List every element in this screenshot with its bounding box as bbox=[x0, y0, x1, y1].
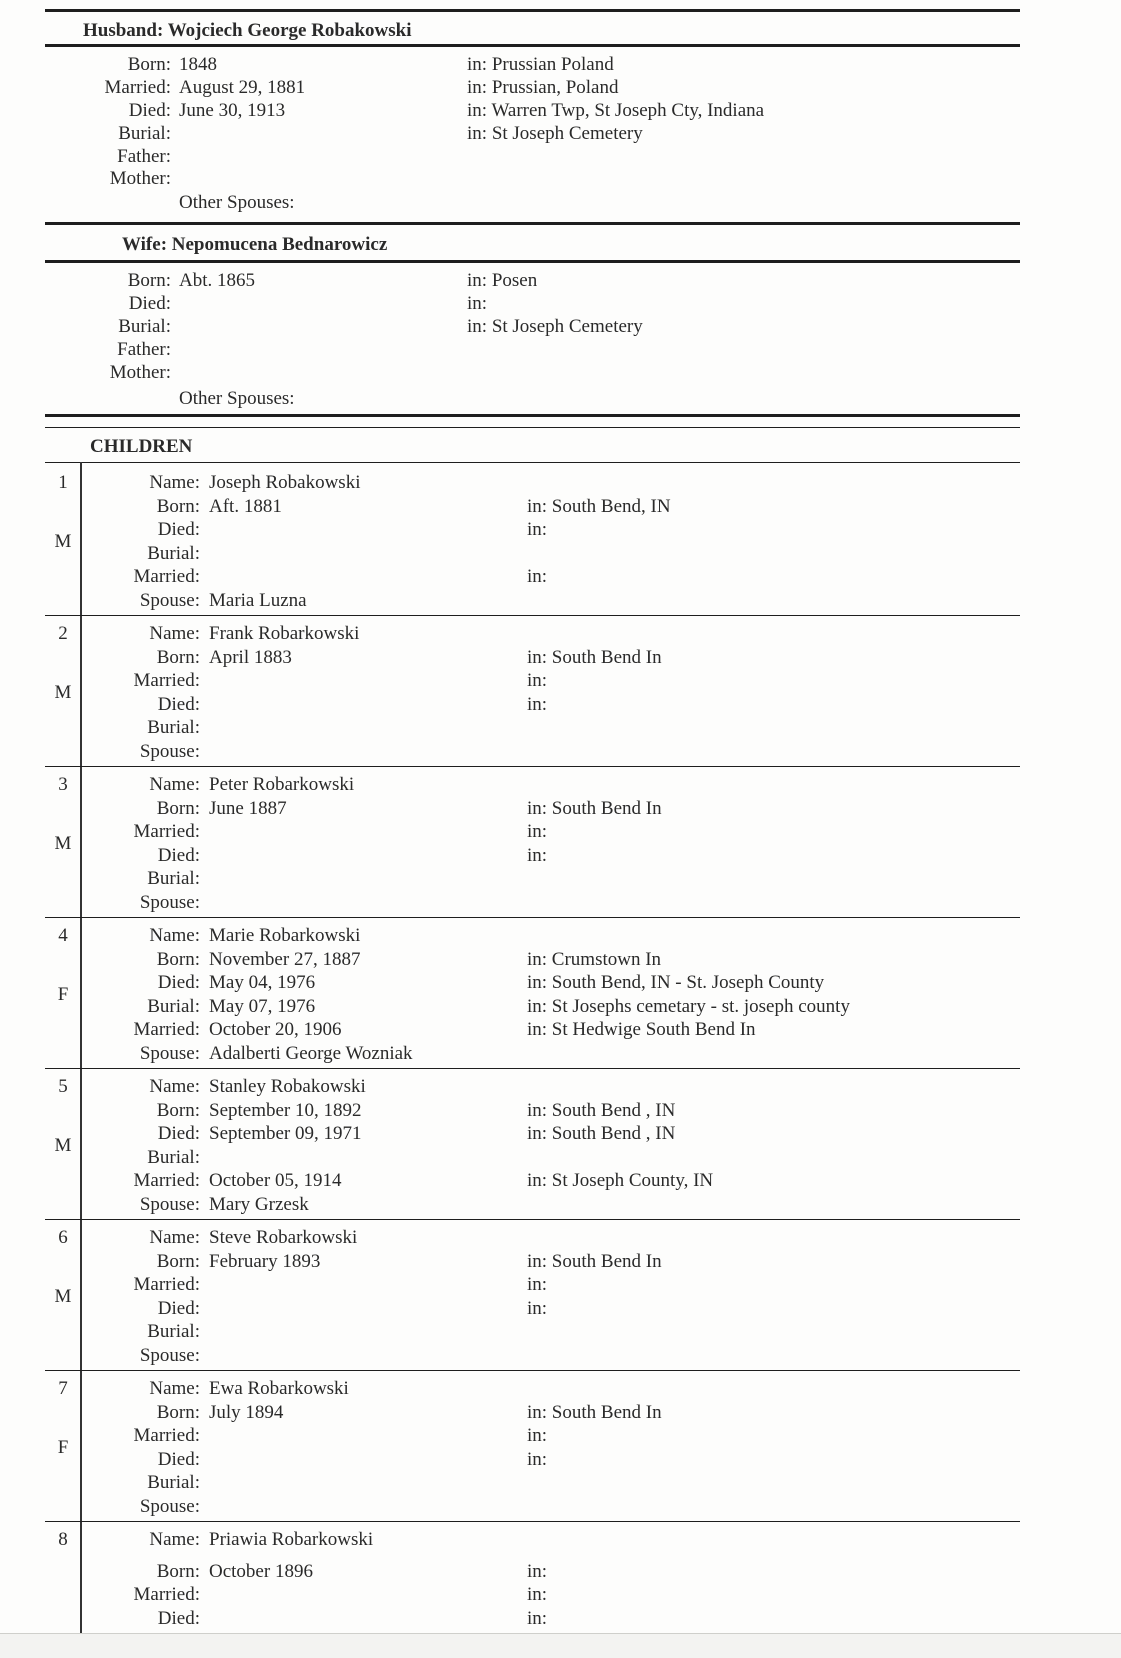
child-field-place: in: bbox=[527, 1274, 548, 1295]
wife-other-spouses-label: Other Spouses: bbox=[179, 388, 295, 409]
child-field-place: in: bbox=[527, 1448, 548, 1470]
place-text: Posen bbox=[491, 270, 538, 291]
child-sex: M bbox=[54, 682, 72, 703]
child-field-value: October 05, 1914 bbox=[209, 1170, 342, 1191]
child-field-place: in: bbox=[527, 1560, 548, 1582]
child-separator-rule bbox=[45, 1521, 1020, 1522]
child-field-label: Born: bbox=[156, 1560, 200, 1582]
husband-burial-label: Burial: bbox=[118, 123, 171, 144]
child-field-label: Name: bbox=[149, 623, 200, 644]
child-field-value: Stanley Robakowski bbox=[209, 1076, 366, 1097]
child-number: 6 bbox=[58, 1227, 68, 1248]
child-field-label: Married: bbox=[133, 1274, 200, 1295]
husband-header bbox=[83, 20, 412, 42]
child-field-value: June 1887 bbox=[209, 797, 287, 819]
husband-died-label: Died: bbox=[128, 100, 171, 121]
husband-header-label: Husband: bbox=[83, 20, 164, 41]
child-field-value: April 1883 bbox=[209, 646, 292, 668]
husband-married-label: Married: bbox=[104, 77, 171, 98]
child-separator-rule bbox=[45, 1068, 1020, 1069]
child-field-label: Born: bbox=[156, 1099, 200, 1121]
in-label: in: bbox=[467, 293, 488, 314]
child-field-label: Born: bbox=[156, 1250, 200, 1272]
child-field-label: Spouse: bbox=[139, 1193, 200, 1215]
child-field-label: Born: bbox=[156, 646, 200, 668]
child-sex: M bbox=[54, 531, 72, 552]
child-sex: M bbox=[54, 1135, 72, 1156]
child-field-place: in: bbox=[527, 1607, 548, 1629]
child-field-label: Burial: bbox=[147, 1146, 200, 1168]
place-text: St Joseph Cemetery bbox=[491, 123, 643, 144]
child-field-value: Mary Grzesk bbox=[209, 1193, 309, 1215]
in-label: in: bbox=[467, 270, 488, 291]
child-field-label: Died: bbox=[157, 1297, 200, 1319]
husband-name: Wojciech George Robakowski bbox=[167, 20, 412, 41]
husband-burial-place bbox=[467, 123, 643, 145]
child-field-place: in: South Bend In bbox=[527, 1401, 662, 1423]
wife-born-label: Born: bbox=[127, 270, 171, 291]
child-number: 1 bbox=[58, 472, 68, 493]
child-field-value: February 1893 bbox=[209, 1250, 321, 1272]
children-top-rule bbox=[45, 414, 1020, 417]
child-separator-rule bbox=[45, 1219, 1020, 1220]
child-field-label: Name: bbox=[149, 925, 200, 946]
child-field-place: in: bbox=[527, 519, 548, 540]
top-rule bbox=[45, 9, 1020, 12]
child-field-label: Spouse: bbox=[139, 1042, 200, 1064]
wife-born-value: Abt. 1865 bbox=[179, 270, 255, 291]
child-field-value: October 1896 bbox=[209, 1560, 313, 1582]
child-field-place: in: South Bend, IN bbox=[527, 495, 671, 517]
child-separator-rule bbox=[45, 766, 1020, 767]
child-field-label: Married: bbox=[133, 670, 200, 691]
child-sex: F bbox=[57, 1437, 69, 1458]
child-field-value: Aft. 1881 bbox=[209, 495, 282, 517]
child-field-label: Married: bbox=[133, 1584, 200, 1605]
child-field-label: Born: bbox=[156, 948, 200, 970]
child-field-label: Burial: bbox=[147, 542, 200, 564]
child-field-place: in: South Bend In bbox=[527, 1250, 662, 1272]
child-field-place: in: bbox=[527, 1425, 548, 1446]
child-field-place: in: bbox=[527, 566, 548, 587]
child-field-place: in: South Bend In bbox=[527, 797, 662, 819]
in-label: in: bbox=[467, 316, 488, 337]
child-field-place: in: South Bend, IN - St. Joseph County bbox=[527, 972, 825, 993]
child-field-label: Burial: bbox=[147, 717, 200, 738]
child-field-label: Born: bbox=[156, 797, 200, 819]
child-field-label: Burial: bbox=[147, 868, 200, 889]
child-field-value: Ewa Robarkowski bbox=[209, 1378, 349, 1399]
place-text: St Joseph Cemetery bbox=[491, 316, 643, 337]
wife-top-rule bbox=[45, 222, 1020, 225]
child-field-label: Married: bbox=[133, 566, 200, 587]
child-field-place: in: bbox=[527, 821, 548, 842]
child-field-value: July 1894 bbox=[209, 1401, 284, 1423]
child-field-label: Married: bbox=[133, 821, 200, 842]
child-field-value: Frank Robarkowski bbox=[209, 623, 360, 644]
husband-mother-label: Mother: bbox=[109, 168, 171, 189]
husband-born-label: Born: bbox=[127, 54, 171, 75]
child-number: 5 bbox=[58, 1076, 68, 1097]
wife-rule bbox=[45, 260, 1020, 263]
child-field-label: Name: bbox=[149, 774, 200, 795]
child-field-label: Burial: bbox=[147, 995, 200, 1017]
child-field-label: Died: bbox=[157, 1123, 200, 1144]
wife-died-place bbox=[467, 293, 487, 315]
in-label: in: bbox=[467, 123, 488, 144]
in-label: in: bbox=[467, 100, 488, 121]
child-field-value: Steve Robarkowski bbox=[209, 1227, 358, 1248]
child-number: 2 bbox=[58, 623, 68, 644]
place-text: Warren Twp, St Joseph Cty, Indiana bbox=[491, 100, 765, 121]
children-header: CHILDREN bbox=[90, 436, 193, 457]
child-field-place: in: St Joseph County, IN bbox=[527, 1170, 714, 1191]
child-sex: F bbox=[57, 984, 69, 1005]
children-header-rule bbox=[45, 462, 1020, 463]
in-label: in: bbox=[467, 77, 488, 98]
child-field-label: Name: bbox=[149, 472, 200, 493]
child-field-place: in: South Bend , IN bbox=[527, 1123, 676, 1144]
child-field-label: Burial: bbox=[147, 1321, 200, 1342]
husband-married-value: August 29, 1881 bbox=[179, 77, 306, 98]
husband-rule bbox=[45, 44, 1020, 47]
child-field-label: Married: bbox=[133, 1170, 200, 1191]
place-text: Prussian Poland bbox=[491, 54, 614, 75]
child-separator-rule bbox=[45, 615, 1020, 616]
child-field-label: Died: bbox=[157, 693, 200, 715]
child-field-label: Spouse: bbox=[139, 891, 200, 913]
husband-died-value: June 30, 1913 bbox=[179, 100, 286, 121]
child-field-label: Spouse: bbox=[139, 740, 200, 762]
child-field-label: Died: bbox=[157, 844, 200, 866]
child-field-label: Born: bbox=[156, 495, 200, 517]
child-number: 8 bbox=[58, 1529, 68, 1550]
child-field-place: in: Crumstown In bbox=[527, 948, 662, 970]
child-field-label: Spouse: bbox=[139, 1495, 200, 1517]
wife-header bbox=[122, 234, 387, 256]
child-field-value: Joseph Robakowski bbox=[209, 472, 361, 493]
husband-born-place bbox=[467, 54, 614, 76]
child-field-label: Died: bbox=[157, 972, 200, 993]
child-field-label: Spouse: bbox=[139, 589, 200, 611]
child-field-value: Marie Robarkowski bbox=[209, 925, 361, 946]
child-field-place: in: bbox=[527, 1584, 548, 1605]
child-field-value: October 20, 1906 bbox=[209, 1019, 342, 1040]
child-field-label: Name: bbox=[149, 1227, 200, 1248]
child-field-value: November 27, 1887 bbox=[209, 948, 361, 970]
page-bottom-edge bbox=[0, 1633, 1121, 1658]
child-field-value: September 10, 1892 bbox=[209, 1099, 362, 1121]
child-sex: M bbox=[54, 833, 72, 854]
husband-married-place bbox=[467, 77, 619, 99]
child-field-value: Adalberti George Wozniak bbox=[209, 1042, 413, 1064]
child-field-place: in: bbox=[527, 1297, 548, 1319]
child-field-place: in: bbox=[527, 670, 548, 691]
wife-born-place bbox=[467, 270, 537, 292]
child-field-label: Died: bbox=[157, 1607, 200, 1629]
wife-burial-place bbox=[467, 316, 643, 338]
child-field-value: Maria Luzna bbox=[209, 589, 307, 611]
children-sub-rule bbox=[45, 427, 1020, 428]
wife-mother-label: Mother: bbox=[109, 362, 171, 383]
husband-born-value: 1848 bbox=[179, 54, 217, 75]
child-field-label: Name: bbox=[149, 1529, 200, 1550]
child-field-label: Spouse: bbox=[139, 1344, 200, 1366]
husband-died-place bbox=[467, 100, 764, 122]
wife-name: Nepomucena Bednarowicz bbox=[171, 234, 388, 255]
child-field-label: Name: bbox=[149, 1076, 200, 1097]
child-field-label: Died: bbox=[157, 519, 200, 540]
child-field-label: Married: bbox=[133, 1019, 200, 1040]
child-field-label: Name: bbox=[149, 1378, 200, 1399]
child-field-place: in: bbox=[527, 844, 548, 866]
child-field-place: in: St Josephs cemetary - st. joseph county bbox=[527, 995, 850, 1017]
child-number: 4 bbox=[58, 925, 68, 946]
wife-father-label: Father: bbox=[117, 339, 171, 360]
child-field-value: May 04, 1976 bbox=[209, 972, 316, 993]
child-field-value: September 09, 1971 bbox=[209, 1123, 362, 1144]
wife-died-label: Died: bbox=[128, 293, 171, 314]
child-field-place: in: bbox=[527, 693, 548, 715]
child-field-place: in: South Bend In bbox=[527, 646, 662, 668]
child-separator-rule bbox=[45, 917, 1020, 918]
husband-father-label: Father: bbox=[117, 146, 171, 167]
child-field-label: Burial: bbox=[147, 1472, 200, 1493]
child-field-value: May 07, 1976 bbox=[209, 995, 316, 1017]
child-sex: M bbox=[54, 1286, 72, 1307]
wife-header-label: Wife: bbox=[122, 234, 168, 255]
child-field-label: Born: bbox=[156, 1401, 200, 1423]
child-field-value: Priawia Robarkowski bbox=[209, 1529, 374, 1550]
child-number: 3 bbox=[58, 774, 68, 795]
wife-burial-label: Burial: bbox=[118, 316, 171, 337]
place-text: Prussian, Poland bbox=[491, 77, 619, 98]
child-separator-rule bbox=[45, 1370, 1020, 1371]
child-field-place: in: St Hedwige South Bend In bbox=[527, 1019, 756, 1040]
child-field-place: in: South Bend , IN bbox=[527, 1099, 676, 1121]
in-label: in: bbox=[467, 54, 488, 75]
child-field-label: Married: bbox=[133, 1425, 200, 1446]
child-field-label: Died: bbox=[157, 1448, 200, 1470]
child-number: 7 bbox=[58, 1378, 68, 1399]
child-field-value: Peter Robarkowski bbox=[209, 774, 355, 795]
husband-other-spouses-label: Other Spouses: bbox=[179, 192, 295, 213]
